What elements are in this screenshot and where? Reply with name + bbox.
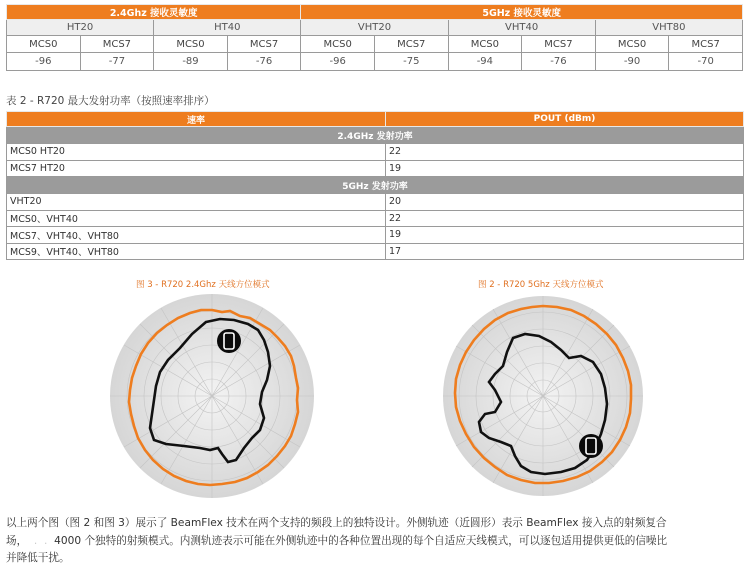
mcs-cell: MCS0 [301,36,375,53]
pout-cell: 19 [386,160,744,177]
sensitivity-value: -96 [7,53,81,71]
mode-header: VHT80 [595,20,742,36]
sensitivity-table [6,4,743,71]
table-caption: 表 2 - R720 最大发射功率（按照速率排序） [6,95,215,107]
device-icon [217,329,241,353]
section-header-24: 2.4GHz 发射功率 [7,127,744,144]
paragraph-line-3: 并降低干扰。 [6,552,70,564]
sensitivity-value: -75 [374,53,448,71]
pout-cell: 20 [386,194,744,211]
rate-cell: MCS0、VHT40 [7,210,386,227]
pout-cell: 17 [386,243,744,260]
mode-header: HT20 [7,20,154,36]
tx-power-table [6,111,744,260]
band-header-24: 2.4Ghz 接收灵敏度 [7,5,301,20]
paragraph-line-2-rest: 4000 个独特的射频模式。内测轨迹表示可能在外侧轨迹中的各种位置出现的每个自适应天线模式，可以逐包适用提供更低的信噪比 [54,534,668,547]
rate-header: 速率 [7,112,386,127]
sensitivity-value: -94 [448,53,522,71]
pout-header: POUT (dBm) [386,112,744,127]
mcs-cell: MCS0 [448,36,522,53]
mcs-cell: MCS0 [154,36,228,53]
rate-cell: MCS9、VHT40、VHT80 [7,243,386,260]
rate-cell: MCS0 HT20 [7,144,386,161]
rate-cell: MCS7、VHT40、VHT80 [7,227,386,244]
figure-title-left: 图 3 - R720 2.4Ghz 天线方位模式 [136,280,270,290]
mcs-cell: MCS7 [669,36,743,53]
mode-header: VHT40 [448,20,595,36]
sensitivity-value: -70 [669,53,743,71]
sensitivity-value: -76 [522,53,596,71]
polar-grid [110,294,314,498]
figure-title-right: 图 2 - R720 5Ghz 天线方位模式 [478,280,604,290]
mcs-cell: MCS7 [522,36,596,53]
pout-cell: 19 [386,227,744,244]
device-icon [579,434,603,458]
polar-plot-24ghz [110,288,315,506]
band-header-5: 5GHz 接收灵敏度 [301,5,743,20]
sensitivity-value: -89 [154,53,228,71]
mcs-cell: MCS7 [227,36,301,53]
sensitivity-value: -77 [80,53,154,71]
paragraph-line-1: 以上两个图（图 2 和图 3）展示了 BeamFlex 技术在两个支持的频段上的独特设计。外侧轨迹（近圆形）表示 BeamFlex 接入点的射频复合 [6,517,667,529]
pout-cell: 22 [386,144,744,161]
mode-header: VHT20 [301,20,448,36]
sensitivity-value: -96 [301,53,375,71]
description-paragraph [6,515,744,568]
paragraph-line-2-start: 场， [6,534,28,547]
polar-grid [443,296,643,496]
mcs-cell: MCS0 [595,36,669,53]
paragraph-line-2: 场， . . 4000 个独特的射频模式。内测轨迹表示可能在外侧轨迹中的各种位置出现的每个自适应天线模式，可以逐包适用提供更低的信噪比 [6,534,668,547]
mcs-cell: MCS7 [374,36,448,53]
sensitivity-value: -90 [595,53,669,71]
sensitivity-value: -76 [227,53,301,71]
section-header-5: 5GHz 发射功率 [7,177,744,194]
mcs-cell: MCS0 [7,36,81,53]
rate-cell: MCS7 HT20 [7,160,386,177]
rate-cell: VHT20 [7,194,386,211]
mcs-cell: MCS7 [80,36,154,53]
pout-cell: 22 [386,210,744,227]
mode-header: HT40 [154,20,301,36]
polar-plot-5ghz [441,288,646,506]
